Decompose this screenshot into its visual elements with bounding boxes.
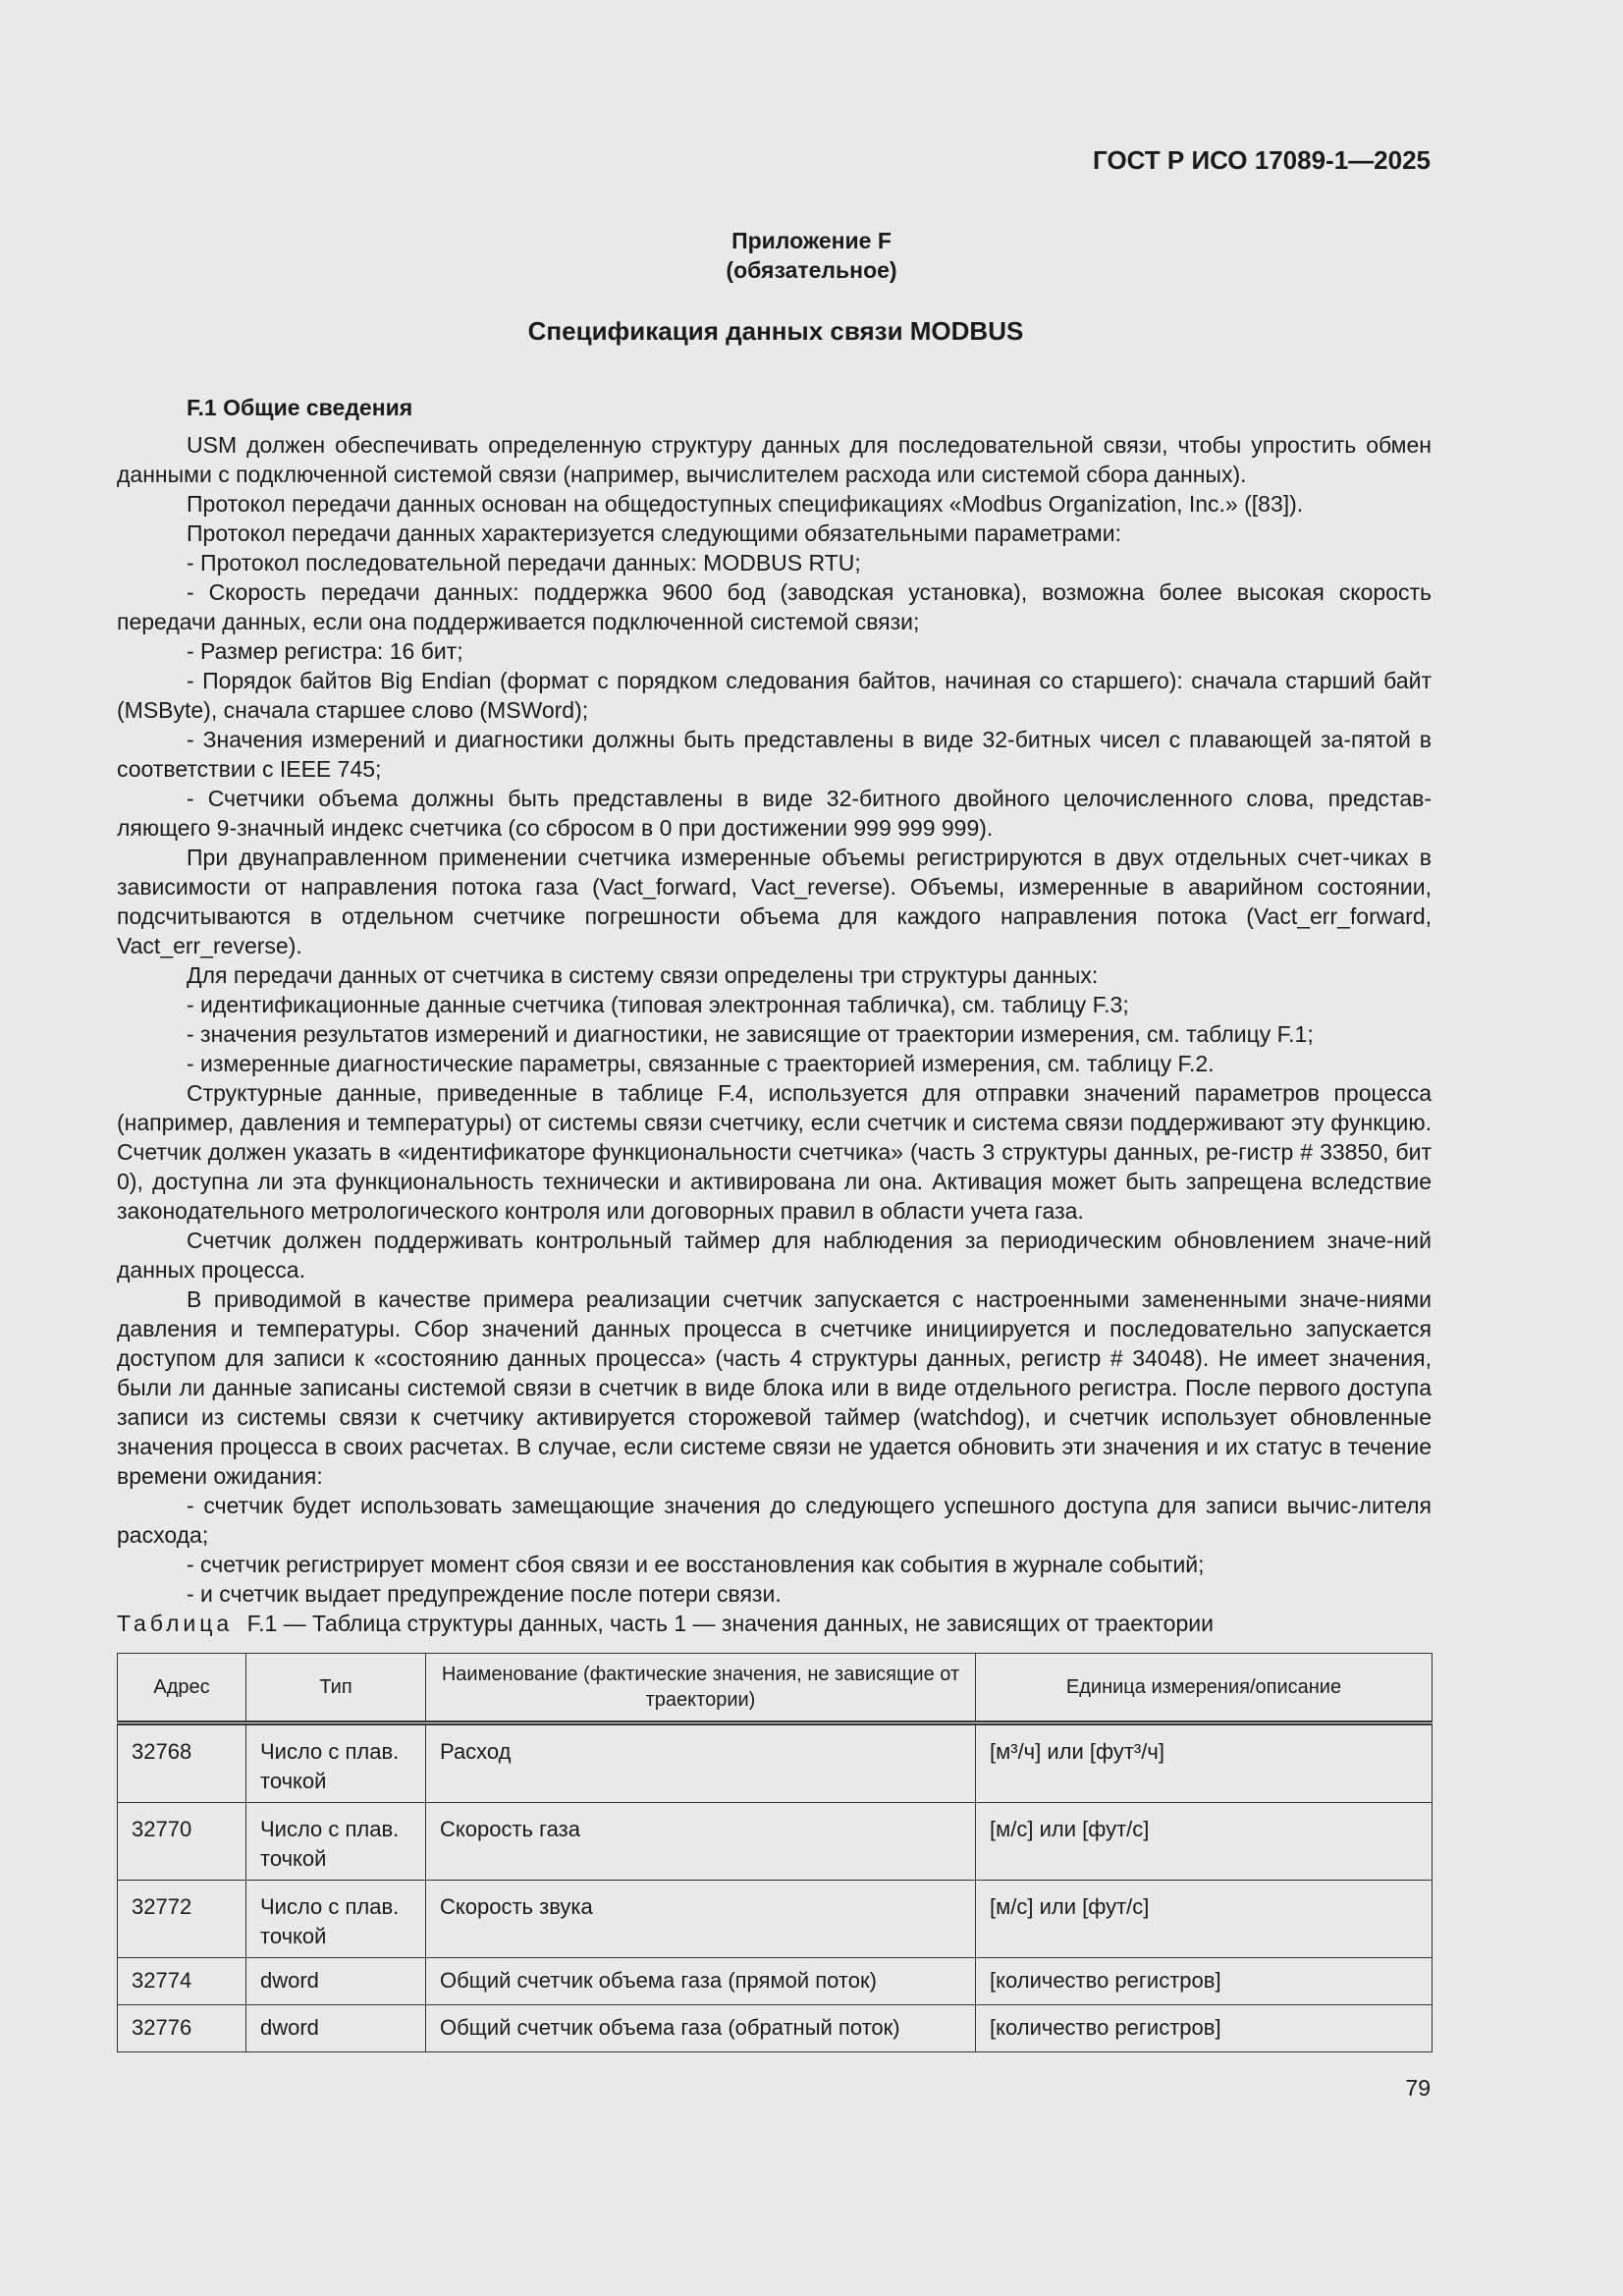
list-item: - идентификационные данные счетчика (типовая электронная табличка), см. таблицу F.3; <box>187 992 1129 1017</box>
list-item: - счетчик будет использовать замещающие значения до следующего успешного доступа для записи вычис-лителя расхода; <box>117 1493 1432 1548</box>
section-heading: F.1 Общие сведения <box>187 395 413 420</box>
cell-name: Скорость звука <box>426 1881 976 1958</box>
cell-type: dword <box>246 1958 426 2005</box>
list-item: - измеренные диагностические параметры, связанные с траекторией измерения, см. таблицу F.2. <box>187 1051 1215 1076</box>
paragraph: Для передачи данных от счетчика в систему связи определены три структуры данных: <box>187 962 1099 988</box>
cell-address: 32776 <box>118 2005 246 2052</box>
list-item: - Размер регистра: 16 бит; <box>187 638 463 664</box>
data-structure-table <box>117 1653 1433 2052</box>
list-item: - Счетчики объема должны быть представлены в виде 32-битного двойного целочисленного слова, представ-ляющего 9-значный индекс счетчика (со сбросом в 0 при достижении 999 999 999). <box>117 786 1432 841</box>
paragraph: Структурные данные, приведенные в таблице F.4, используется для отправки значений параметров процесса (например, давления и температуры) от системы связи счетчику, если счетчик и система связи поддерживают эту функцию. Счетчик должен указать в «идентификаторе функциональности счетчика» (часть 3 структуры данных, ре-гистр # 33850, бит 0), доступна ли эта функциональность технически и активирована ли она. Активация может быть запрещена вследствие законодательного метрологического контроля или договорных правил в области учета газа. <box>117 1080 1432 1224</box>
cell-unit: [количество регистров] <box>976 2005 1433 2052</box>
table-row <box>118 1803 1433 1881</box>
cell-address: 32774 <box>118 1958 246 2005</box>
table-caption-text: F.1 — Таблица структуры данных, часть 1 — значения данных, не зависящих от траектории <box>246 1611 1214 1636</box>
cell-unit: [м/с] или [фут/с] <box>976 1881 1433 1958</box>
cell-name: Общий счетчик объема газа (обратный поток) <box>426 2005 976 2052</box>
table-row <box>118 2005 1433 2052</box>
table-row <box>118 1723 1433 1803</box>
paragraph: В приводимой в качестве примера реализации счетчик запускается с настроенными замененными значе-ниями давления и температуры. Сбор значений данных процесса в счетчике инициируется и последовательно запускается доступом для записи к «состоянию данных процесса» (часть 4 структуры данных, регистр # 34048). Не имеет значения, были ли данные записаны системой связи в счетчик в виде блока или в виде отдельного регистра. После первого доступа записи из системы связи к счетчику активируется сторожевой таймер (watchdog), и счетчик использует обновленные значения процесса в своих расчетах. В случае, если системе связи не удается обновить эти значения и их статус в течение времени ожидания: <box>117 1286 1432 1489</box>
table-caption <box>117 1611 1432 1637</box>
cell-name: Расход <box>426 1723 976 1803</box>
header-type: Тип <box>246 1654 426 1723</box>
cell-address: 32770 <box>118 1803 246 1881</box>
list-item: - Порядок байтов Big Endian (формат с порядком следования байтов, начиная со старшего): сначала старший байт (MSByte), сначала старшее слово (MSWord); <box>117 668 1432 723</box>
cell-type: Число с плав. точкой <box>246 1881 426 1958</box>
body-text <box>117 430 1432 1609</box>
table-row <box>118 1881 1433 1958</box>
paragraph: Протокол передачи данных характеризуется следующими обязательными параметрами: <box>187 520 1121 546</box>
paragraph: Счетчик должен поддерживать контрольный таймер для наблюдения за периодическим обновлением значе-ний данных процесса. <box>117 1228 1432 1283</box>
list-item: - Протокол последовательной передачи данных: MODBUS RTU; <box>187 550 861 575</box>
list-item: - Значения измерений и диагностики должны быть представлены в виде 32-битных чисел с плавающей за-пятой в соответствии с IEEE 745; <box>117 727 1432 782</box>
paragraph: Протокол передачи данных основан на общедоступных спецификациях «Modbus Organization, Inc.» ([83]). <box>187 491 1304 517</box>
cell-address: 32772 <box>118 1881 246 1958</box>
annex-status: (обязательное) <box>726 257 897 283</box>
paragraph: При двунаправленном применении счетчика измеренные объемы регистрируются в двух отдельных счет-чиках в зависимости от направления потока газа (Vact_forward, Vact_reverse). Объемы, измеренные в аварийном состоянии, подсчитываются в отдельном счетчике погрешности объема для каждого направления потока (Vact_err_forward, Vact_err_reverse). <box>117 845 1432 958</box>
page-number: 79 <box>1405 2075 1431 2101</box>
table-caption-label: Таблица <box>117 1611 234 1636</box>
header-unit: Единица измерения/описание <box>976 1654 1433 1723</box>
header-address: Адрес <box>118 1654 246 1723</box>
list-item: - счетчик регистрирует момент сбоя связи и ее восстановления как события в журнале событий; <box>187 1552 1205 1577</box>
table-row <box>118 1958 1433 2005</box>
annex-title: Приложение F <box>731 228 892 253</box>
list-item: - и счетчик выдает предупреждение после потери связи. <box>187 1581 782 1607</box>
cell-address: 32768 <box>118 1723 246 1803</box>
cell-name: Скорость газа <box>426 1803 976 1881</box>
paragraph: USM должен обеспечивать определенную структуру данных для последовательной связи, чтобы упростить обмен данными с подключенной системой связи (например, вычислителем расхода или системой сбора данных). <box>117 432 1432 487</box>
cell-unit: [м/с] или [фут/с] <box>976 1803 1433 1881</box>
document-title: Спецификация данных связи MODBUS <box>527 316 1024 346</box>
list-item: - Скорость передачи данных: поддержка 9600 бод (заводская установка), возможна более высокая скорость передачи данных, если она поддерживается подключенной системой связи; <box>117 579 1432 634</box>
cell-unit: [м³/ч] или [фут³/ч] <box>976 1723 1433 1803</box>
list-item: - значения результатов измерений и диагностики, не зависящие от траектории измерения, см. таблицу F.1; <box>187 1021 1314 1047</box>
standard-number: ГОСТ Р ИСО 17089-1—2025 <box>1093 145 1431 175</box>
cell-name: Общий счетчик объема газа (прямой поток) <box>426 1958 976 2005</box>
header-name: Наименование (фактические значения, не зависящие от траектории) <box>426 1654 976 1723</box>
annex-heading <box>0 226 1623 285</box>
cell-unit: [количество регистров] <box>976 1958 1433 2005</box>
table-header-row <box>118 1654 1433 1723</box>
cell-type: dword <box>246 2005 426 2052</box>
cell-type: Число с плав. точкой <box>246 1803 426 1881</box>
cell-type: Число с плав. точкой <box>246 1723 426 1803</box>
